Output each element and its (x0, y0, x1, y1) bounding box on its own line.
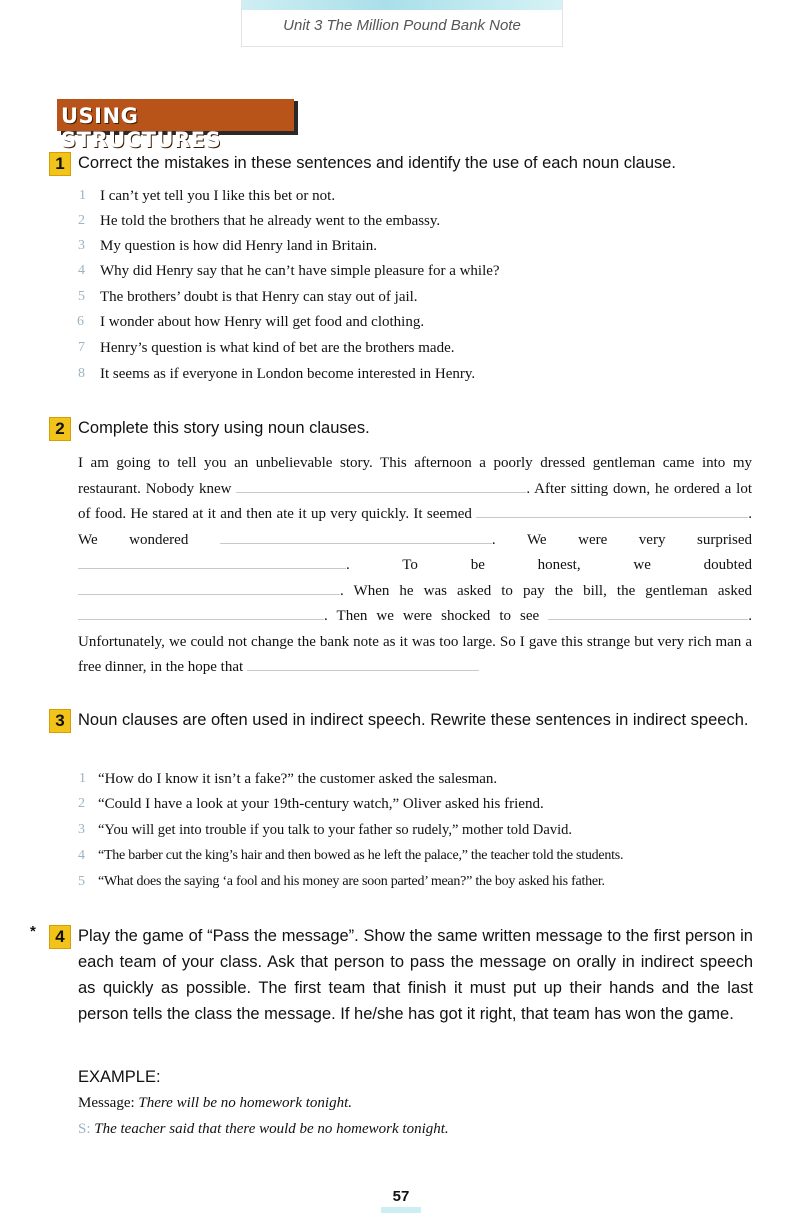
list-item: Henry’s question is what kind of bet are the brothers made. (100, 340, 455, 356)
story-text: . When he was asked to pay the bill, the gentleman asked (340, 582, 752, 599)
running-header (241, 0, 563, 47)
list-item-number: 7 (78, 340, 85, 355)
exercise-number-badge: 4 (49, 925, 71, 949)
exercise3-instruction: Noun clauses are often used in indirect speech. Rewrite these sentences in indirect speech. (78, 711, 749, 729)
list-item-number: 1 (79, 771, 86, 786)
list-item: “What does the saying ‘a fool and his money are soon parted’ mean?” the boy asked his father. (98, 874, 605, 889)
list-item: “How do I know it isn’t a fake?” the customer asked the salesman. (98, 771, 498, 787)
list-item-number: 2 (78, 213, 85, 228)
list-item: “The barber cut the king’s hair and then bowed as he left the palace,” the teacher told the students. (98, 848, 624, 863)
answer-blank[interactable] (247, 656, 479, 671)
list-item-number: 2 (78, 796, 85, 811)
list-item: Why did Henry say that he can’t have simple pleasure for a while? (100, 263, 500, 279)
exercise2-instruction: Complete this story using noun clauses. (78, 419, 370, 437)
answer-blank[interactable] (236, 478, 526, 493)
list-item-number: 4 (78, 263, 85, 278)
list-item: He told the brothers that he already went to the embassy. (100, 213, 441, 229)
header-title: Unit 3 The Million Pound Bank Note (283, 17, 521, 34)
list-item: I wonder about how Henry will get food and clothing. (100, 314, 425, 330)
answer-blank[interactable] (220, 529, 492, 544)
list-item: My question is how did Henry land in Britain. (100, 238, 378, 254)
list-item: “Could I have a look at your 19th-century watch,” Oliver asked his friend. (98, 796, 544, 812)
section-title: USING STRUCTURES (61, 104, 222, 152)
exercise4-instruction: Play the game of “Pass the message”. Show the same written message to the first person in each team of your class. Ask that person to pass the message on orally in indirect speech as quickly as possible. The first team that finish it must put up their hands and the last person tells the class the message. If he/she has got it right, that team has won the game. (78, 927, 753, 1023)
answer-blank[interactable] (78, 605, 324, 620)
page-number-bar (381, 1207, 421, 1213)
list-item-number: 3 (78, 238, 85, 253)
answer-blank[interactable] (78, 554, 346, 569)
list-item-number: 3 (78, 822, 85, 837)
story-text: Unfortunately, we could not change the bank note as it was too large. So I gave this strange but very rich man a free dinner, in the hope that (78, 633, 752, 675)
list-item: I can’t yet tell you I like this bet or not. (100, 188, 336, 204)
header-stripe (242, 0, 562, 10)
optional-star: * (30, 923, 36, 940)
list-item-number: 8 (78, 366, 85, 381)
example-label: EXAMPLE: (78, 1068, 161, 1086)
answer-blank[interactable] (548, 605, 748, 620)
message-label: Message: (78, 1095, 135, 1111)
exercise-number-badge: 2 (49, 417, 71, 441)
list-item-number: 5 (78, 874, 85, 889)
story-text: I am going to tell you an unbelievable story. This afternoon a poorly dressed gentleman came into my restaurant. Nobody knew (78, 455, 752, 497)
answer-blank[interactable] (78, 580, 340, 595)
section-banner (57, 99, 298, 152)
list-item-number: 1 (79, 188, 86, 203)
example-message (78, 1095, 352, 1112)
list-item: The brothers’ doubt is that Henry can stay out of jail. (100, 289, 418, 305)
story-text: . Then we were shocked to see (324, 608, 540, 624)
list-item: “You will get into trouble if you talk to your father so rudely,” mother told David. (98, 822, 572, 838)
list-item-number: 4 (78, 848, 85, 863)
student-label: S: (78, 1121, 91, 1137)
list-item-number: 6 (77, 314, 84, 329)
story-text: . After sitting down, he ordered a lot of food. He stared at it and then ate it up very quickly. It seemed (78, 480, 753, 522)
exercise-number-badge: 1 (49, 152, 71, 176)
story-paragraph: I am going to tell you an unbelievable story. This afternoon a poorly dressed gentleman came into my restaurant. Nobody knew . After sitting down, he ordered a lot of food. He stared at it and then ate it up very quickly. It seemed . We wondered . We were very surprised . To be honest, we doubted . When he was asked to pay the bill, the gentleman asked . Then we were shocked to see . Unfortunately, we could not change the bank note as it was too large. So I gave this strange but very rich man a free dinner, in the hope that (78, 455, 753, 675)
story-text: We were very surprised (526, 531, 753, 548)
story-text: . To be honest, we doubted (346, 557, 752, 573)
list-item: It seems as if everyone in London become interested in Henry. (100, 366, 476, 382)
story-text: . We wondered (78, 506, 753, 548)
exercise-number-badge: 3 (49, 709, 71, 733)
list-item-number: 5 (78, 289, 85, 304)
example-response (78, 1121, 449, 1138)
answer-blank[interactable] (476, 503, 748, 518)
message-text: There will be no homework tonight. (138, 1095, 353, 1111)
page-number: 57 (392, 1188, 410, 1205)
exercise1-instruction: Correct the mistakes in these sentences and identify the use of each noun clause. (78, 154, 677, 172)
response-text: The teacher said that there would be no homework tonight. (94, 1121, 449, 1137)
